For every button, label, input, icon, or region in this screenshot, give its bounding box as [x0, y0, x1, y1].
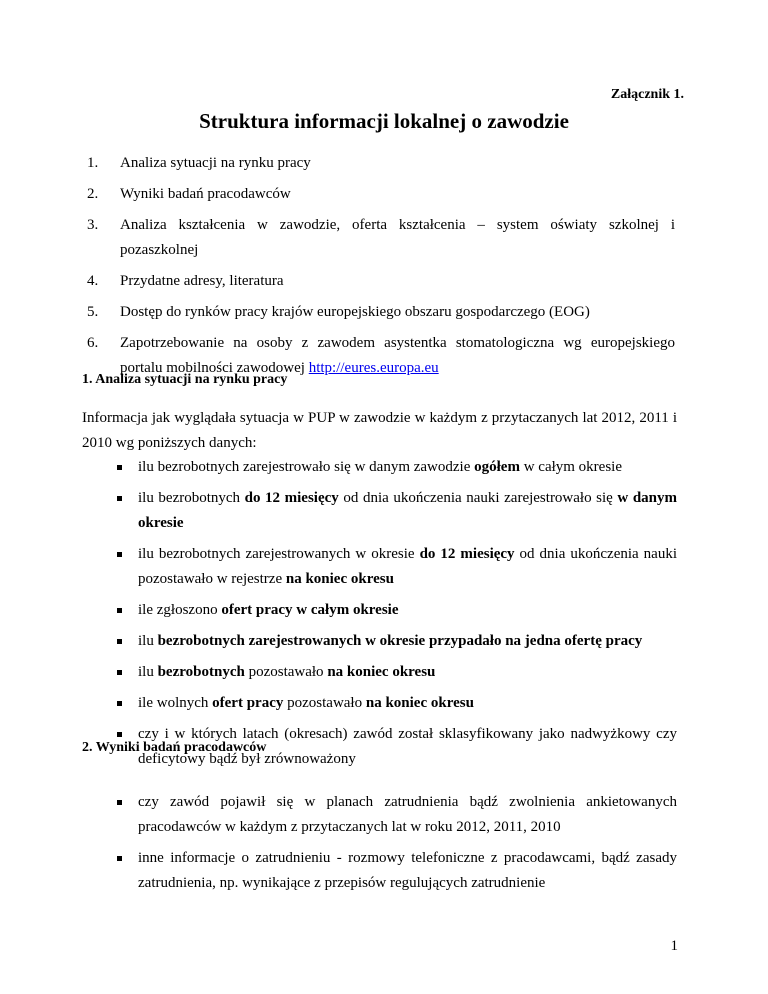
list-item: ilu bezrobotnych zarejestrowanych w okresie przypadało na jedna ofertę pracy: [117, 629, 677, 654]
list-item: 2. Wyniki badań pracodawców: [87, 186, 291, 202]
section-2-bullets: [117, 790, 677, 902]
list-item: czy i w których latach (okresach) zawód został sklasyfikowany jako nadwyżkowy czy deficytowy bądź był zrównoważony: [117, 722, 677, 772]
list-item: ilu bezrobotnych pozostawało na koniec okresu: [117, 660, 677, 685]
list-item: inne informacje o zatrudnieniu - rozmowy telefoniczne z pracodawcami, bądź zasady zatrudnienia, np. wynikające z przepisów regulujących zatrudnienie: [117, 846, 677, 896]
bullet-square-icon: [117, 670, 122, 675]
page-number: 1: [670, 938, 678, 954]
list-item: ilu bezrobotnych zarejestrowało się w danym zawodzie ogółem w całym okresie: [117, 455, 677, 480]
list-item: 6. Zapotrzebowanie na osoby z zawodem asystentka stomatologiczna wg europejskiego portalu mobilności zawodowej http://eures.europa.eu: [87, 335, 675, 376]
document-title: Struktura informacji lokalnej o zawodzie: [199, 109, 569, 133]
bullet-square-icon: [117, 496, 122, 501]
contents-list: [87, 151, 675, 387]
list-item: ile zgłoszono ofert pracy w całym okresie: [117, 598, 677, 623]
annex-label: Załącznik 1.: [610, 87, 684, 102]
bullet-square-icon: [117, 465, 122, 470]
list-item: ile wolnych ofert pracy pozostawało na koniec okresu: [117, 691, 677, 716]
list-item: 1. Analiza sytuacji na rynku pracy: [87, 155, 311, 171]
bullet-square-icon: [117, 701, 122, 706]
list-item: 4. Przydatne adresy, literatura: [87, 273, 284, 289]
bullet-square-icon: [117, 608, 122, 613]
eures-link[interactable]: http://eures.europa.eu: [308, 360, 439, 376]
list-item: ilu bezrobotnych do 12 miesięcy od dnia ukończenia nauki zarejestrowało się w danym okresie: [117, 486, 677, 536]
bullet-square-icon: [117, 800, 122, 805]
list-item: czy zawód pojawił się w planach zatrudnienia bądź zwolnienia ankietowanych pracodawców w każdym z przytaczanych lat w roku 2012, 2011, 2010: [117, 790, 677, 840]
bullet-square-icon: [117, 856, 122, 861]
list-item: 3. Analiza kształcenia w zawodzie, oferta kształcenia – system oświaty szkolnej i pozaszkolnej: [87, 217, 675, 258]
list-item: ilu bezrobotnych zarejestrowanych w okresie do 12 miesięcy od dnia ukończenia nauki pozostawało w rejestrze na koniec okresu: [117, 542, 677, 592]
list-item: 5. Dostęp do rynków pracy krajów europejskiego obszaru gospodarczego (EOG): [87, 304, 590, 320]
section-2-heading: 2. Wyniki badań pracodawców: [82, 740, 267, 755]
bullet-square-icon: [117, 552, 122, 557]
section-1-heading: 1. Analiza sytuacji na rynku pracy: [82, 372, 288, 387]
bullet-square-icon: [117, 732, 122, 737]
bullet-square-icon: [117, 639, 122, 644]
section-1-bullets: [117, 455, 677, 778]
section-1-intro: Informacja jak wyglądała sytuacja w PUP w zawodzie w każdym z przytaczanych lat 2012, 2011 i 2010 wg poniższych danych:: [82, 410, 677, 451]
